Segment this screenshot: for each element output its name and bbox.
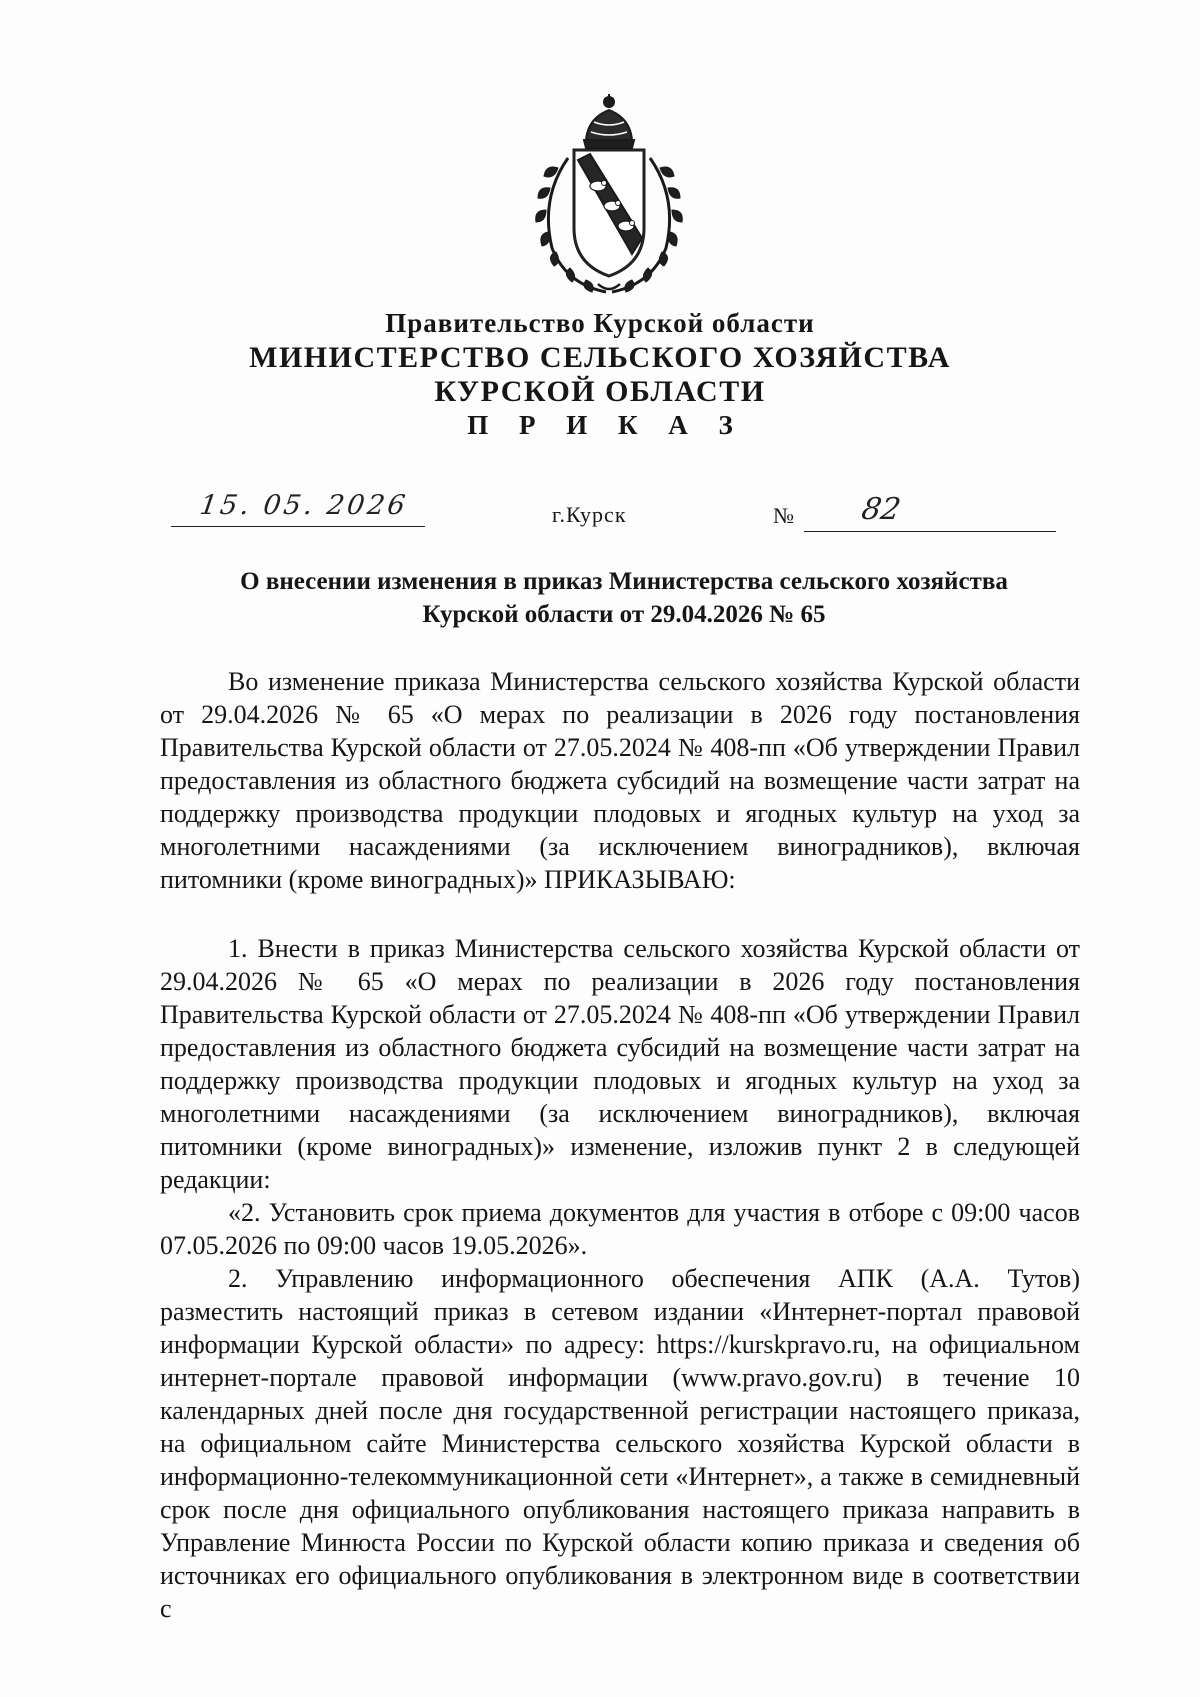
document-type: П Р И К А З xyxy=(467,410,745,440)
item-1-quote-paragraph xyxy=(160,1196,1080,1262)
region-name: КУРСКОЙ ОБЛАСТИ xyxy=(434,375,766,408)
date-underline xyxy=(171,526,425,527)
handwritten-date: 15. 05. 2026 xyxy=(197,490,410,521)
number-label: № xyxy=(773,503,794,528)
item-1-paragraph xyxy=(160,932,1080,1196)
city-label: г.Курск xyxy=(552,502,627,527)
item-1-quote-text: «2. Установить срок приема документов для участия в отборе с 09:00 часов 07.05.2026 по 09:00 часов 19.05.2026». xyxy=(160,1198,1080,1260)
item-2-text: 2. Управлению информационного обеспечения АПК (А.А. Тутов) разместить настоящий приказ в сетевом издании «Интернет-портал правовой информации Курской области» по адресу: https://kurskpravo.ru, на официальном интернет-портале правовой информации (www.pravo.gov.ru) в течение 10 календарных дней после дня государственной регистрации настоящего приказа, на официальном сайте Министерства сельского хозяйства Курской области в информационно-телекоммуникационной сети «Интернет», а также в семидневный срок после дня официального опубликования настоящего приказа направить в Управление Минюста России по Курской области копию приказа и сведения об источниках его официального опубликования в электронном виде в соответствии с xyxy=(160,1264,1080,1623)
kursk-coat-of-arms-icon xyxy=(528,88,690,298)
document-title-line-1: О внесении изменения в приказ Министерства сельского хозяйства xyxy=(240,568,1008,595)
government-name: Правительство Курской области xyxy=(385,308,815,338)
handwritten-number: 82 xyxy=(858,492,904,527)
intro-paragraph xyxy=(160,665,1080,896)
intro-text: Во изменение приказа Министерства сельского хозяйства Курской области от 29.04.2026 № 65 «О мерах по реализации в 2026 году постановления Правительства Курской области от 27.05.2024 № 408-пп «Об утверждении Правил предоставления из областного бюджета субсидий на возмещение части затрат на поддержку производства продукции плодовых и ягодных культур на уход за многолетними насаждениями (за исключением виноградников), включая питомники (кроме виноградных)» ПРИКАЗЫВАЮ: xyxy=(160,667,1080,894)
number-underline xyxy=(804,531,1056,532)
document-title-line-2: Курской области от 29.04.2026 № 65 xyxy=(422,601,826,628)
ministry-name: МИНИСТЕРСТВО СЕЛЬСКОГО ХОЗЯЙСТВА xyxy=(249,341,951,374)
item-2-paragraph xyxy=(160,1262,1080,1625)
item-1-text: 1. Внести в приказ Министерства сельского хозяйства Курской области от 29.04.2026 № 65 «О мерах по реализации в 2026 году постановления Правительства Курской области от 27.05.2024 № 408-пп «Об утверждении Правил предоставления из областного бюджета субсидий на возмещение части затрат на поддержку производства продукции плодовых и ягодных культур на уход за многолетними насаждениями (за исключением виноградников), включая питомники (кроме виноградных)» изменение, изложив пункт 2 в следующей редакции: xyxy=(160,934,1080,1194)
